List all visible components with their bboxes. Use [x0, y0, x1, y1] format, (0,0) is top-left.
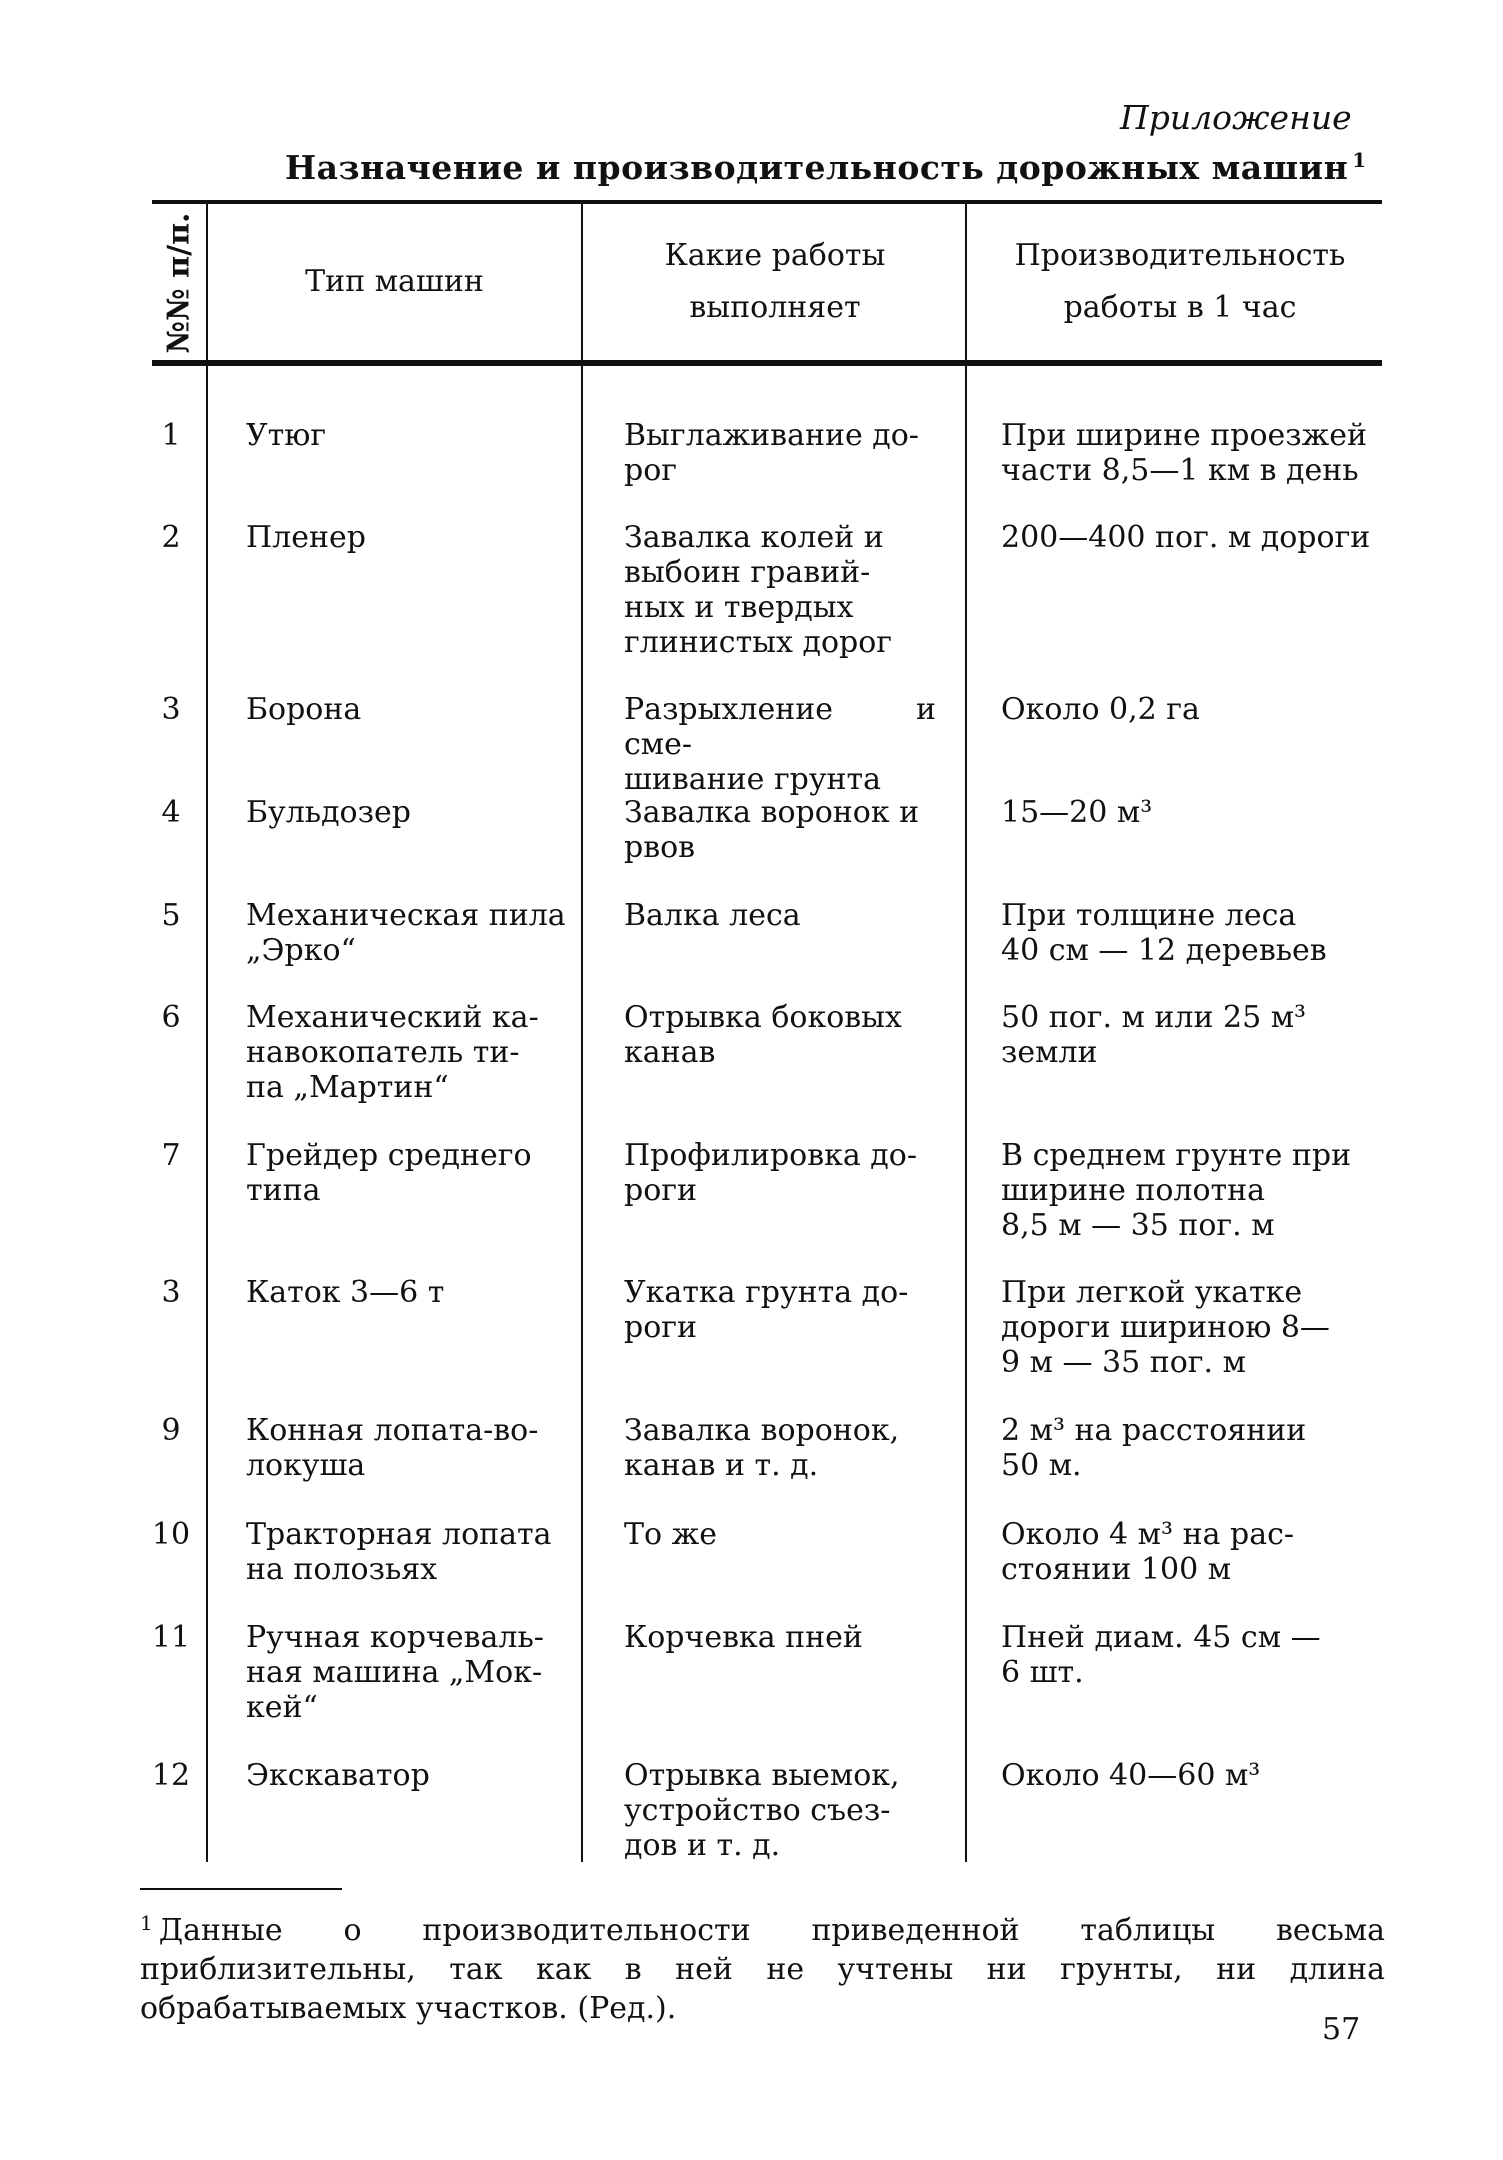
row-number: 10 [151, 1517, 191, 1552]
productivity: Пней диам. 45 см — 6 шт. [1001, 1620, 1321, 1690]
productivity: При толщине леса 40 см — 12 деревьев [1001, 898, 1327, 968]
work-performed: Укатка грунта до- роги [624, 1275, 909, 1345]
work-performed: Выглаживание до- рог [624, 418, 919, 488]
header-number [152, 205, 206, 360]
machine-type: Утюг [246, 418, 327, 453]
work-performed: Завалка колей и выбоин гравий- ных и твердых глинистых дорог [624, 520, 893, 660]
row-number: 9 [161, 1413, 181, 1448]
productivity: В среднем грунте при ширине полотна 8,5 м — 35 пог. м [1001, 1138, 1352, 1243]
header-productivity [990, 230, 1370, 334]
header-machine-type-text: Тип машин [305, 264, 484, 299]
work-performed: Отрывка боковых канав [624, 1000, 902, 1070]
row-number: 1 [161, 418, 181, 453]
work-performed: Профилировка до- роги [624, 1138, 917, 1208]
productivity: 2 м³ на расстоянии 50 м. [1001, 1413, 1307, 1483]
work-performed: Валка леса [624, 898, 801, 933]
column-divider-1 [206, 204, 208, 1862]
footnote [140, 1904, 1385, 2028]
footnote-mark: 1 [140, 1911, 153, 1935]
machine-type: Борона [246, 692, 362, 727]
header-productivity-text: Производительность работы в 1 час [1014, 238, 1346, 325]
row-number: 5 [161, 898, 181, 933]
productivity: 50 пог. м или 25 м³ земли [1001, 1000, 1307, 1070]
machine-type: Пленер [246, 520, 366, 555]
productivity: 15—20 м³ [1001, 795, 1153, 830]
productivity: Около 40—60 м³ [1001, 1758, 1261, 1793]
appendix-label: Приложение [1120, 98, 1352, 137]
productivity: При ширине проезжей части 8,5—1 км в день [1001, 418, 1367, 488]
page-number: 57 [1322, 2012, 1361, 2047]
productivity: 200—400 пог. м дороги [1001, 520, 1371, 555]
work-performed: Корчевка пней [624, 1620, 863, 1655]
machine-type: Конная лопата-во- локуша [246, 1413, 539, 1483]
machine-type: Тракторная лопата на полозьях [246, 1517, 552, 1587]
table-title [285, 148, 1367, 187]
row-number: 3 [161, 1275, 181, 1310]
column-divider-2 [581, 204, 583, 1862]
work-performed: То же [624, 1517, 717, 1552]
footnote-rule [140, 1888, 342, 1890]
table-title-text: Назначение и производительность дорожных машин [285, 148, 1349, 187]
work-performed: Разрыхление и сме- шивание грунта [624, 692, 936, 797]
row-number: 2 [161, 520, 181, 555]
row-number: 11 [151, 1620, 191, 1655]
machine-type: Грейдер среднего типа [246, 1138, 532, 1208]
header-number-text: №№ п/п. [161, 212, 197, 353]
table-top-rule [152, 200, 1382, 204]
work-performed: Отрывка выемок, устройство съез- дов и т. д. [624, 1758, 900, 1863]
row-number: 3 [161, 692, 181, 727]
machine-type: Механический ка- навокопатель ти- па „Мартин“ [246, 1000, 539, 1105]
column-divider-3 [965, 204, 967, 1862]
productivity: Около 0,2 га [1001, 692, 1200, 727]
work-performed: Завалка воронок и рвов [624, 795, 920, 865]
work-performed: Завалка воронок, канав и т. д. [624, 1413, 900, 1483]
machine-type: Бульдозер [246, 795, 411, 830]
machine-type: Механическая пила „Эрко“ [246, 898, 566, 968]
header-machine-type [212, 256, 577, 308]
productivity: Около 4 м³ на рас- стоянии 100 м [1001, 1517, 1295, 1587]
title-footnote-mark: 1 [1352, 148, 1367, 172]
productivity: При легкой укатке дороги шириною 8— 9 м — 35 пог. м [1001, 1275, 1330, 1380]
machine-type: Ручная корчеваль- ная машина „Мок- кей“ [246, 1620, 544, 1725]
row-number: 7 [161, 1138, 181, 1173]
row-number: 6 [161, 1000, 181, 1035]
header-work-performed [640, 230, 910, 334]
table-header-rule [152, 360, 1382, 366]
row-number: 12 [151, 1758, 191, 1793]
footnote-text: Данные о производительности приведенной таблицы весьма приблизительны, так как в ней не учтены ни грунты, ни длина обрабатываемых участков. (Ред.). [140, 1913, 1385, 2026]
machine-type: Экскаватор [246, 1758, 430, 1793]
machine-type: Каток 3—6 т [246, 1275, 445, 1310]
row-number: 4 [161, 795, 181, 830]
header-work-performed-text: Какие работы выполняет [664, 238, 886, 325]
